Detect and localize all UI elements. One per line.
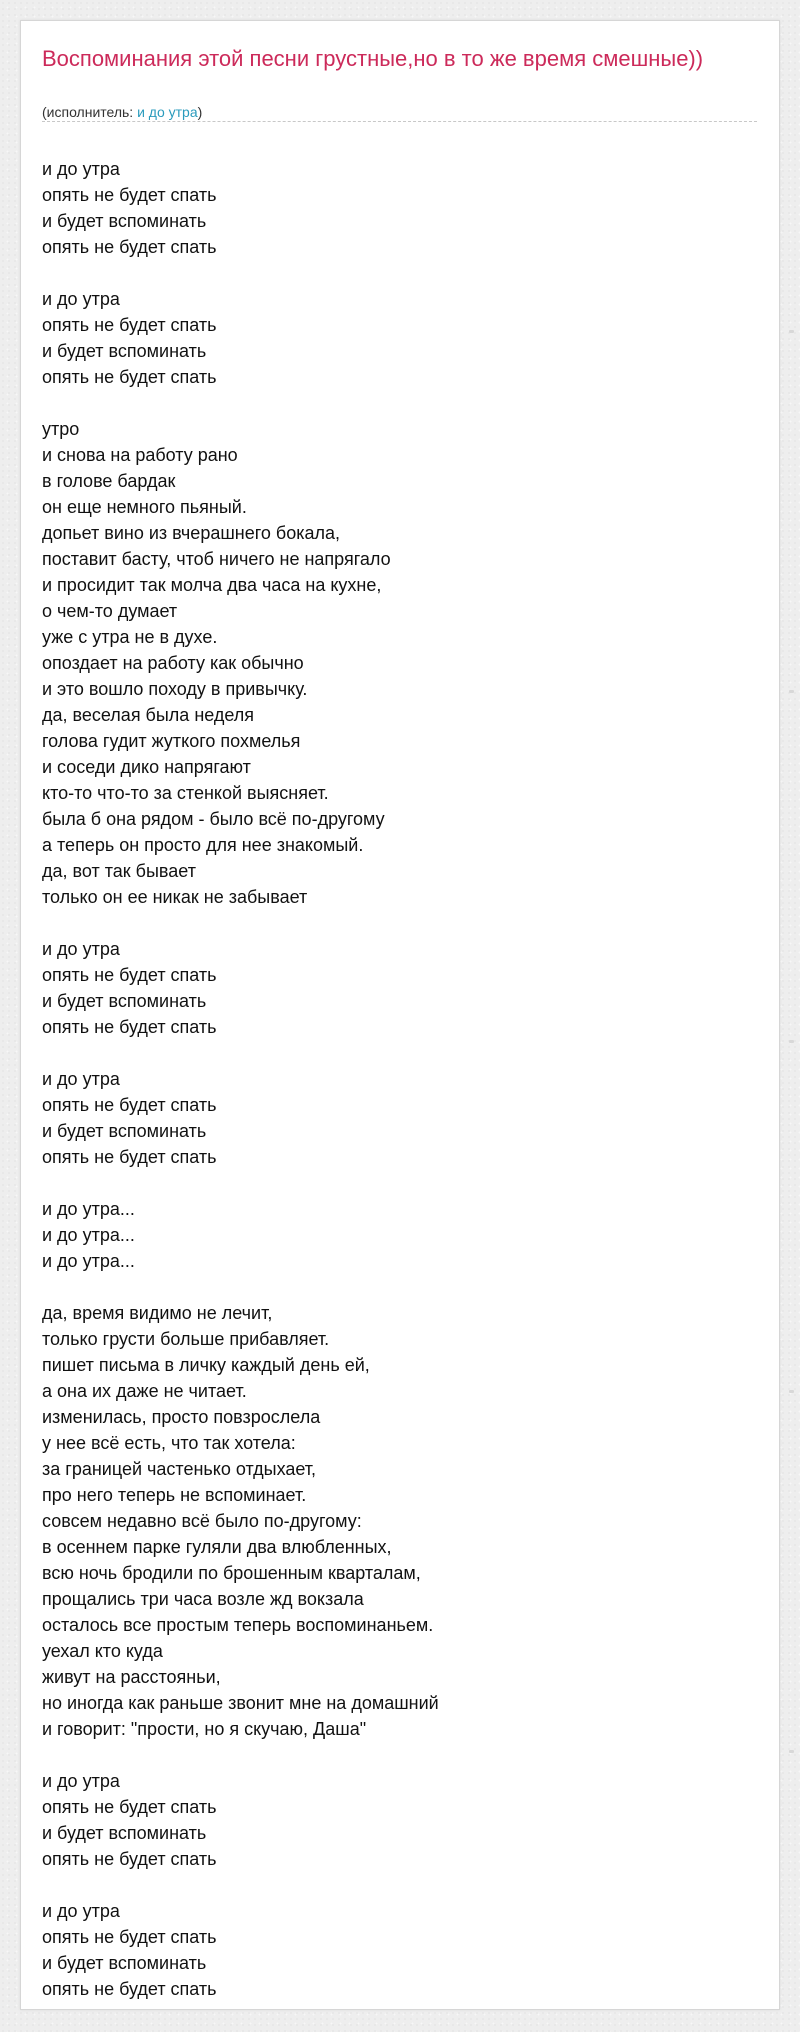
artist-prefix: (исполнитель:	[42, 104, 138, 120]
artist-line	[42, 103, 757, 122]
edge-decoration	[789, 690, 794, 693]
edge-decoration	[789, 1390, 794, 1393]
lyrics-card	[20, 20, 780, 2010]
lyrics-text: и до утра опять не будет спать и будет вспоминать опять не будет спать и до утра опять не будет спать и будет вспоминать опять не будет спать утро и снова на работу рано в голове бардак он еще немного пьяный. допьет вино из вчерашнего бокала, поставит басту, чтоб ничего не напрягало и просидит так молча два часа на кухне, о чем-то думает уже с утра не в духе. опоздает на работу как обычно и это вошло походу в привычку. да, веселая была неделя голова гудит жуткого похмелья и соседи дико напрягают кто-то что-то за стенкой выясняет. была б она рядом - было всё по-другому а теперь он просто для нее знакомый. да, вот так бывает только он ее никак не забывает и до утра опять не будет спать и будет вспоминать опять не будет спать и до утра опять не будет спать и будет вспоминать опять не будет спать и до утра... и до утра... и до утра... да, время видимо не лечит, только грусти больше прибавляет. пишет письма в личку каждый день ей, а она их даже не читает. изменилась, просто повзрослела у нее всё есть, что так хотела: за границей частенько отдыхает, про него теперь не вспоминает. совсем недавно всё было по-другому: в осеннем парке гуляли два влюбленных, всю ночь бродили по брошенным кварталам, прощались три часа возле жд вокзала осталось все простым теперь воспоминаньем. уехал кто куда живут на расстояньи, но иногда как раньше звонит мне на домашний и говорит: "прости, но я скучаю, Даша" и до утра опять не будет спать и будет вспоминать опять не будет спать и до утра опять не будет спать и будет вспоминать опять не будет спать	[42, 159, 439, 1999]
edge-decoration	[789, 330, 794, 333]
song-title: Воспоминания этой песни грустные,но в то же время смешные))	[42, 46, 704, 71]
edge-decoration	[789, 1040, 794, 1043]
artist-link[interactable]: и до утра	[137, 104, 198, 120]
edge-decoration	[789, 1750, 794, 1753]
artist-suffix: )	[197, 104, 203, 120]
